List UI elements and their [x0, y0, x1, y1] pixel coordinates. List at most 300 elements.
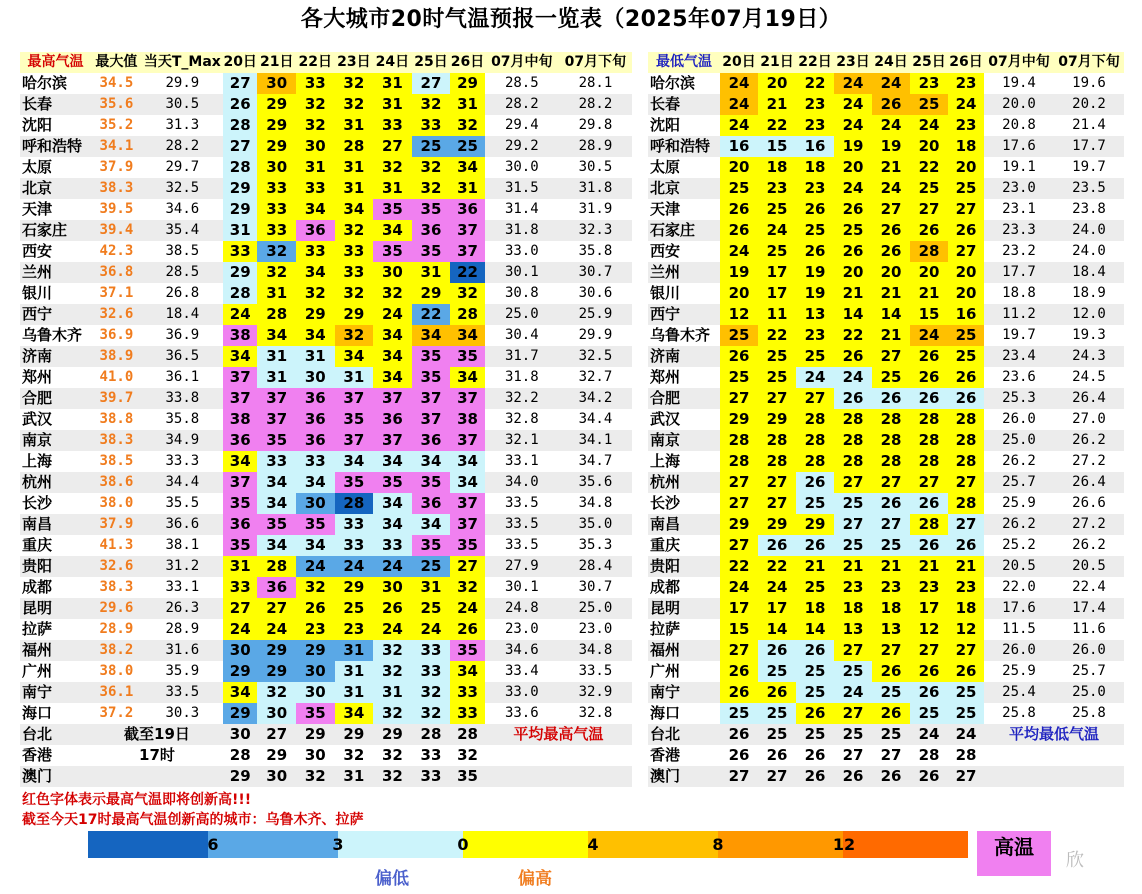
cell-value: 31.7	[485, 346, 559, 367]
cell-value: 41.0	[91, 367, 142, 388]
cell-value: 27	[834, 703, 872, 724]
cell-value: 22.0	[984, 577, 1054, 598]
cell-value: 32	[412, 703, 451, 724]
cell-value: 25	[412, 598, 451, 619]
cell-value: 26	[758, 745, 796, 766]
high-temperature-table	[20, 52, 632, 787]
cell-value: 25.9	[984, 661, 1054, 682]
cell-value: 29	[296, 304, 335, 325]
column-header: 20日	[223, 52, 258, 73]
cell-value: 26	[796, 535, 834, 556]
cell-value: 28	[834, 430, 872, 451]
cell-value: 32	[335, 283, 374, 304]
cell-value: 33.0	[485, 241, 559, 262]
cell-value: 35	[257, 430, 296, 451]
cell-value: 33.5	[485, 514, 559, 535]
legend-high-label: 偏高	[518, 869, 552, 889]
cell-value: 24	[720, 577, 758, 598]
cell-value: 22.4	[1054, 577, 1124, 598]
cell-value: 31	[412, 577, 451, 598]
cell-value: 34	[373, 493, 412, 514]
cell-value: 37	[373, 388, 412, 409]
cell-value: 33	[257, 451, 296, 472]
cell-value: 38.0	[91, 493, 142, 514]
cell-value: 19.4	[984, 73, 1054, 94]
cell-value: 27	[257, 598, 296, 619]
cell-value: 25	[834, 535, 872, 556]
cell-value: 33	[412, 115, 451, 136]
watermark: 欣	[1066, 850, 1084, 871]
table-row	[648, 367, 1124, 388]
cell-value: 26	[834, 199, 872, 220]
cell-value: 23.6	[984, 367, 1054, 388]
cell-value: 17	[910, 598, 948, 619]
cell-value: 37.2	[91, 703, 142, 724]
column-header: 07月下旬	[1054, 52, 1124, 73]
cell-value: 34	[223, 682, 258, 703]
cell-value: 28.5	[485, 73, 559, 94]
cell-value	[559, 745, 632, 766]
cell-value: 32	[257, 682, 296, 703]
cell-value: 25	[758, 241, 796, 262]
cell-value: 21	[834, 283, 872, 304]
cell-value: 13	[872, 619, 910, 640]
cell-value: 32	[373, 157, 412, 178]
cell-value: 25	[720, 178, 758, 199]
city-name: 广州	[648, 661, 720, 682]
cell-value: 27	[412, 73, 451, 94]
cell-value: 26	[872, 766, 910, 787]
cell-value: 26	[948, 535, 984, 556]
cell-value: 38.8	[91, 409, 142, 430]
cell-value: 34.6	[485, 640, 559, 661]
cell-value: 25	[758, 346, 796, 367]
cell-value: 25.3	[984, 388, 1054, 409]
cell-value: 32	[450, 745, 485, 766]
cell-value: 29	[296, 640, 335, 661]
cell-value: 23	[796, 94, 834, 115]
cell-value: 28	[796, 451, 834, 472]
cell-value: 37	[450, 514, 485, 535]
cell-value: 30.7	[559, 262, 632, 283]
cell-value	[559, 766, 632, 787]
cell-value: 37.1	[91, 283, 142, 304]
column-header: 22日	[796, 52, 834, 73]
cell-value: 33	[450, 682, 485, 703]
cell-value: 30	[296, 661, 335, 682]
cell-value: 29	[296, 724, 335, 745]
cell-value: 24	[720, 73, 758, 94]
cell-value: 30	[257, 766, 296, 787]
cell-value: 27	[758, 388, 796, 409]
cell-value: 26	[796, 745, 834, 766]
cell-value: 38.3	[91, 577, 142, 598]
cell-value: 33.3	[142, 451, 223, 472]
cell-value: 19	[872, 136, 910, 157]
cell-value: 31.3	[142, 115, 223, 136]
cell-value: 33	[296, 178, 335, 199]
cell-value: 26	[834, 388, 872, 409]
city-name: 呼和浩特	[20, 136, 91, 157]
city-name: 香港	[648, 745, 720, 766]
cell-value: 28	[257, 304, 296, 325]
note-time: 17时	[91, 745, 223, 766]
legend-tick: 3	[332, 835, 344, 854]
column-header: 24日	[872, 52, 910, 73]
cell-value: 32.5	[559, 346, 632, 367]
cell-value: 27	[257, 724, 296, 745]
cell-value: 34	[257, 472, 296, 493]
cell-value	[1054, 745, 1124, 766]
cell-value: 27	[223, 136, 258, 157]
cell-value: 35	[223, 535, 258, 556]
cell-value: 30.1	[485, 577, 559, 598]
cell-value: 32	[373, 640, 412, 661]
cell-value: 31	[450, 94, 485, 115]
table-row	[648, 556, 1124, 577]
cell-value: 36.9	[142, 325, 223, 346]
cell-value: 33.4	[485, 661, 559, 682]
cell-value: 25	[720, 325, 758, 346]
cell-value: 33	[412, 640, 451, 661]
cell-value: 24	[872, 73, 910, 94]
cell-value: 28.9	[559, 136, 632, 157]
cell-value: 26	[796, 199, 834, 220]
cell-value: 19	[796, 262, 834, 283]
cell-value: 38.5	[91, 451, 142, 472]
cell-value: 26	[796, 703, 834, 724]
cell-value: 31	[223, 220, 258, 241]
cell-value: 23	[796, 115, 834, 136]
cell-value: 29.8	[559, 115, 632, 136]
cell-value: 27.9	[485, 556, 559, 577]
table-row	[648, 661, 1124, 682]
cell-value: 30.8	[485, 283, 559, 304]
cell-value: 36	[373, 409, 412, 430]
city-name: 郑州	[20, 367, 91, 388]
table-row	[20, 514, 632, 535]
cell-value	[91, 766, 142, 787]
cell-value: 37	[223, 388, 258, 409]
cell-value: 36	[296, 430, 335, 451]
city-name: 兰州	[648, 262, 720, 283]
cell-value: 30.6	[559, 283, 632, 304]
table-row	[20, 682, 632, 703]
cell-value: 32	[373, 703, 412, 724]
cell-value: 26.4	[1054, 388, 1124, 409]
cell-value: 31.8	[485, 367, 559, 388]
cell-value: 30	[223, 640, 258, 661]
cell-value: 23	[948, 577, 984, 598]
cell-value: 23.8	[1054, 199, 1124, 220]
page-title: 各大城市20时气温预报一览表（2025年07月19日）	[300, 7, 842, 32]
cell-value: 26	[872, 241, 910, 262]
table-row	[648, 262, 1124, 283]
cell-value: 27	[720, 388, 758, 409]
city-name: 银川	[648, 283, 720, 304]
cell-value: 18.8	[984, 283, 1054, 304]
cell-value: 25.2	[984, 535, 1054, 556]
cell-value: 26	[796, 241, 834, 262]
cell-value: 30.0	[485, 157, 559, 178]
cell-value: 27.0	[1054, 409, 1124, 430]
column-header: 最高气温	[20, 52, 91, 73]
cell-value: 35.2	[91, 115, 142, 136]
legend-tick: 12	[832, 835, 856, 854]
cell-value: 28.1	[559, 73, 632, 94]
cell-value: 34.1	[559, 430, 632, 451]
cell-value: 26	[872, 661, 910, 682]
cell-value: 34	[335, 346, 374, 367]
table-row	[648, 199, 1124, 220]
table-row	[20, 472, 632, 493]
cell-value: 21	[910, 283, 948, 304]
cell-value: 33	[412, 661, 451, 682]
cell-value: 25.0	[984, 430, 1054, 451]
cell-value: 23	[796, 325, 834, 346]
cell-value: 24	[910, 115, 948, 136]
city-name: 长沙	[648, 493, 720, 514]
cell-value: 24	[796, 367, 834, 388]
column-header: 24日	[373, 52, 412, 73]
cell-value: 38.0	[91, 661, 142, 682]
cell-value: 26	[296, 598, 335, 619]
cell-value: 32.8	[559, 703, 632, 724]
cell-value: 32	[412, 94, 451, 115]
city-name: 沈阳	[648, 115, 720, 136]
cell-value: 35	[412, 472, 451, 493]
table-row	[648, 745, 1124, 766]
city-name: 乌鲁木齐	[648, 325, 720, 346]
cell-value: 35	[373, 199, 412, 220]
cell-value: 30.7	[559, 577, 632, 598]
cell-value: 32.1	[485, 430, 559, 451]
city-name: 南京	[648, 430, 720, 451]
cell-value: 34.8	[559, 640, 632, 661]
cell-value: 23.3	[984, 220, 1054, 241]
cell-value: 36	[223, 514, 258, 535]
cell-value: 24	[910, 325, 948, 346]
cell-value: 29	[257, 136, 296, 157]
city-name: 呼和浩特	[648, 136, 720, 157]
cell-value: 24	[948, 724, 984, 745]
table-row	[20, 556, 632, 577]
column-header: 22日	[296, 52, 335, 73]
city-name: 南昌	[648, 514, 720, 535]
city-name: 兰州	[20, 262, 91, 283]
cell-value: 21	[872, 283, 910, 304]
cell-value: 31	[335, 766, 374, 787]
cell-value: 27	[872, 199, 910, 220]
cell-value: 24	[223, 304, 258, 325]
cell-value: 12	[720, 304, 758, 325]
city-name: 杭州	[648, 472, 720, 493]
table-row	[20, 430, 632, 451]
cell-value: 31	[296, 157, 335, 178]
cell-value: 21	[834, 556, 872, 577]
cell-value: 26	[373, 598, 412, 619]
cell-value: 42.3	[91, 241, 142, 262]
legend-tick: 4	[587, 835, 599, 854]
cell-value: 28	[450, 724, 485, 745]
city-name: 成都	[648, 577, 720, 598]
column-header: 26日	[948, 52, 984, 73]
cell-value: 26.4	[1054, 472, 1124, 493]
low-temperature-table	[648, 52, 1124, 787]
cell-value: 26	[720, 220, 758, 241]
cell-value: 25.8	[984, 703, 1054, 724]
cell-value: 28	[720, 451, 758, 472]
notes	[22, 790, 622, 830]
cell-value: 29.9	[142, 73, 223, 94]
cell-value: 17	[758, 262, 796, 283]
cell-value: 25	[910, 703, 948, 724]
cell-value: 25.0	[485, 304, 559, 325]
cell-value	[485, 766, 559, 787]
cell-value: 23.1	[984, 199, 1054, 220]
cell-value: 31	[373, 73, 412, 94]
cell-value: 27	[758, 493, 796, 514]
cell-value: 39.7	[91, 388, 142, 409]
table-row	[648, 388, 1124, 409]
cell-value: 30	[373, 262, 412, 283]
cell-value: 34	[450, 472, 485, 493]
cell-value: 28	[335, 493, 374, 514]
cell-value: 28	[910, 514, 948, 535]
cell-value: 30.1	[485, 262, 559, 283]
cell-value: 27	[758, 472, 796, 493]
cell-value: 22	[758, 325, 796, 346]
cell-value: 26	[834, 346, 872, 367]
cell-value	[1054, 766, 1124, 787]
cell-value: 24	[834, 115, 872, 136]
cell-value: 31	[450, 178, 485, 199]
cell-value: 29	[758, 409, 796, 430]
city-name: 西宁	[648, 304, 720, 325]
cell-value: 29	[257, 661, 296, 682]
legend-swatch	[88, 831, 208, 858]
cell-value: 34.2	[559, 388, 632, 409]
cell-value: 28	[948, 409, 984, 430]
cell-value: 26	[720, 724, 758, 745]
cell-value: 34	[373, 325, 412, 346]
column-header: 07月中旬	[485, 52, 559, 73]
cell-value: 33.1	[485, 451, 559, 472]
cell-value: 35.3	[559, 535, 632, 556]
cell-value: 36	[412, 493, 451, 514]
cell-value: 28	[450, 304, 485, 325]
cell-value: 11.6	[1054, 619, 1124, 640]
cell-value: 37	[223, 367, 258, 388]
city-name: 广州	[20, 661, 91, 682]
cell-value: 28	[872, 430, 910, 451]
cell-value: 35	[335, 409, 374, 430]
cell-value: 26	[910, 220, 948, 241]
table-row	[648, 766, 1124, 787]
cell-value: 27	[872, 472, 910, 493]
cell-value: 31	[412, 262, 451, 283]
cell-value: 36.8	[91, 262, 142, 283]
table-row	[648, 619, 1124, 640]
cell-value: 27	[872, 745, 910, 766]
column-header: 21日	[758, 52, 796, 73]
city-name: 台北	[20, 724, 91, 745]
cell-value: 28	[758, 451, 796, 472]
cell-value: 29	[412, 283, 451, 304]
cell-value: 32	[450, 577, 485, 598]
table-row	[648, 535, 1124, 556]
cell-value: 25	[758, 199, 796, 220]
cell-value: 15	[910, 304, 948, 325]
cell-value: 25	[796, 220, 834, 241]
city-name: 重庆	[648, 535, 720, 556]
cell-value: 34	[373, 514, 412, 535]
city-name: 重庆	[20, 535, 91, 556]
cell-value: 32	[412, 682, 451, 703]
cell-value: 20	[910, 136, 948, 157]
cell-value: 32	[412, 178, 451, 199]
cell-value: 37	[257, 409, 296, 430]
table-row	[648, 283, 1124, 304]
cell-value: 32	[450, 283, 485, 304]
cell-value: 32.9	[559, 682, 632, 703]
cell-value: 32	[296, 115, 335, 136]
cell-value: 34.5	[91, 73, 142, 94]
cell-value: 24	[223, 619, 258, 640]
table-row	[20, 262, 632, 283]
cell-value: 30	[296, 682, 335, 703]
cell-value: 20.0	[984, 94, 1054, 115]
legend-tick: 0	[457, 835, 469, 854]
cell-value: 24.0	[1054, 241, 1124, 262]
cell-value: 30.4	[485, 325, 559, 346]
cell-value: 26	[948, 220, 984, 241]
column-header: 最低气温	[648, 52, 720, 73]
table-row	[20, 703, 632, 724]
table-row	[20, 304, 632, 325]
cell-value: 25	[720, 367, 758, 388]
cell-value: 29	[796, 514, 834, 535]
cell-value: 33.5	[485, 535, 559, 556]
cell-value: 34	[257, 325, 296, 346]
cell-value: 29.2	[485, 136, 559, 157]
cell-value: 27	[872, 514, 910, 535]
city-name: 武汉	[648, 409, 720, 430]
cell-value: 34	[412, 514, 451, 535]
city-name: 成都	[20, 577, 91, 598]
cell-value: 25.9	[559, 304, 632, 325]
cell-value: 30.3	[142, 703, 223, 724]
cell-value: 27	[910, 640, 948, 661]
cell-value: 25	[796, 577, 834, 598]
table-row	[648, 682, 1124, 703]
cell-value: 28	[948, 430, 984, 451]
cell-value: 29	[720, 514, 758, 535]
table-row	[648, 178, 1124, 199]
cell-value: 36	[296, 388, 335, 409]
cell-value: 18	[872, 598, 910, 619]
cell-value: 33	[335, 514, 374, 535]
cell-value: 34	[335, 703, 374, 724]
cell-value: 23.0	[984, 178, 1054, 199]
table-row	[648, 703, 1124, 724]
cell-value: 26	[910, 682, 948, 703]
cell-value: 26	[758, 535, 796, 556]
cell-value: 22	[450, 262, 485, 283]
legend-tick: 6	[207, 835, 219, 854]
cell-value: 32	[335, 73, 374, 94]
table-row	[20, 346, 632, 367]
